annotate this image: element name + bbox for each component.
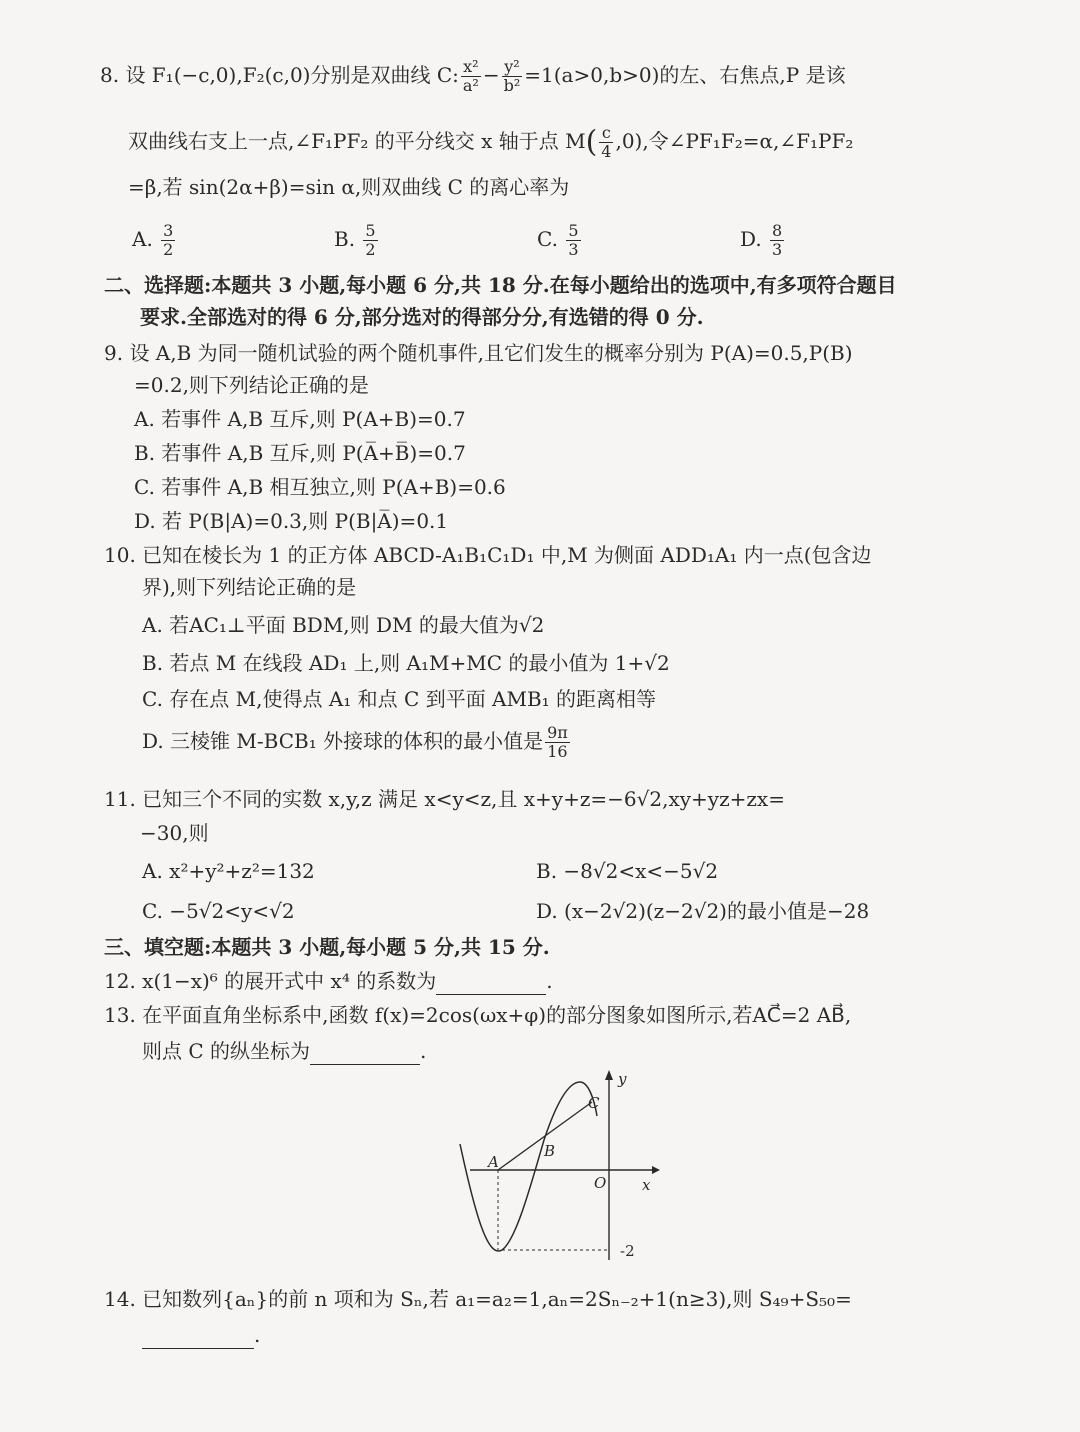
q8-option-a: A. $\frac{3}{2}$ [132, 221, 174, 259]
q11-option-a: A. x²+y²+z²=132 [142, 859, 315, 883]
q9-line1: 9. 设 A,B 为同一随机试验的两个随机事件,且它们发生的概率分别为 P(A)=0.5,P(B) [104, 341, 853, 365]
answer-blank [142, 1322, 254, 1349]
label-a: A [488, 1153, 499, 1171]
q10-option-d: D. 三棱锥 M-BCB₁ 外接球的体积的最小值是 $\frac{9\pi}{16}$ [142, 723, 568, 761]
paren: ( [585, 124, 598, 160]
q8-text: =1(a>0,b>0)的左、右焦点,P 是该 [524, 63, 846, 87]
answer-blank [436, 968, 546, 995]
section3-heading: 三、填空题:本题共 3 小题,每小题 5 分,共 15 分. [104, 935, 550, 959]
label-min: -2 [620, 1242, 635, 1260]
q9-option-a: A. 若事件 A,B 互斥,则 P(A+B)=0.7 [134, 407, 466, 431]
answer-blank [310, 1038, 420, 1065]
label-b: B [544, 1142, 556, 1160]
q13-line1: 13. 在平面直角坐标系中,函数 f(x)=2cos(ωx+φ)的部分图象如图所示,若AC⃗=2 AB⃗, [104, 1003, 852, 1027]
q8-option-c: C. $\frac{5}{3}$ [537, 221, 579, 259]
q14-line: 14. 已知数列{aₙ}的前 n 项和为 Sₙ,若 a₁=a₂=1,aₙ=2Sₙ₋₂+1(n≥3),则 S₄₉+S₅₀= [104, 1287, 852, 1311]
q9-option-b: B. 若事件 A,B 互斥,则 P(A̅+B̅)=0.7 [134, 441, 466, 465]
function-curve [460, 1082, 597, 1251]
q8-line2 [128, 124, 853, 161]
label-y: y [618, 1070, 627, 1088]
q10-option-c: C. 存在点 M,使得点 A₁ 和点 C 到平面 AMB₁ 的距离相等 [142, 687, 657, 711]
label-c: C [588, 1094, 600, 1112]
label-origin: O [594, 1174, 607, 1192]
q10-option-a: A. 若AC₁⊥平面 BDM,则 DM 的最大值为√2 [142, 613, 545, 637]
q11-option-c: C. −5√2<y<√2 [142, 899, 295, 923]
q10-line2: 界),则下列结论正确的是 [142, 575, 357, 599]
q13-line2: 则点 C 的纵坐标为 . [142, 1039, 427, 1063]
q8-text: 8. 设 F₁(−c,0),F₂(c,0)分别是双曲线 C: [100, 63, 459, 87]
y-axis-arrow [605, 1070, 613, 1080]
q9-option-d: D. 若 P(B|A)=0.3,则 P(B|A̅)=0.1 [134, 509, 449, 533]
fraction: $\frac{9\pi}{16}$ [547, 723, 568, 761]
label-x: x [642, 1176, 651, 1194]
q11-option-d: D. (x−2√2)(z−2√2)的最小值是−28 [536, 899, 870, 923]
q14-answer-line: . [142, 1322, 260, 1349]
q8-option-d: D. $\frac{8}{3}$ [740, 221, 783, 259]
q8-text: =β,若 sin(2α+β)=sin α,则双曲线 C 的离心率为 [128, 175, 570, 199]
section2-heading-cont: 要求.全部选对的得 6 分,部分选对的得部分分,有选错的得 0 分. [140, 305, 704, 329]
q8-line1 [100, 58, 846, 95]
q9-line2: =0.2,则下列结论正确的是 [134, 373, 369, 397]
fraction: $\frac{c}{4}$ [601, 123, 612, 161]
q12-line: 12. x(1−x)⁶ 的展开式中 x⁴ 的系数为 . [104, 969, 553, 993]
q8-text: 双曲线右支上一点,∠F₁PF₂ 的平分线交 x 轴于点 M [128, 129, 586, 153]
cosine-graph [452, 1068, 662, 1268]
fraction: $\frac{\text{y²}}{\text{b²}}$ [503, 57, 521, 95]
minus-sign: − [482, 63, 500, 87]
q8-text: ,0),令∠PF₁F₂=α,∠F₁PF₂ [615, 129, 854, 153]
q10-line1: 10. 已知在棱长为 1 的正方体 ABCD-A₁B₁C₁D₁ 中,M 为侧面 ADD₁A₁ 内一点(包含边 [104, 543, 872, 567]
section2-heading: 二、选择题:本题共 3 小题,每小题 6 分,共 18 分.在每小题给出的选项中,有多项符合题目 [104, 273, 897, 297]
x-axis-arrow [652, 1166, 660, 1174]
fraction: $\frac{\text{x²}}{\text{a²}}$ [462, 57, 479, 95]
q11-option-b: B. −8√2<x<−5√2 [536, 859, 719, 883]
q8-line3 [128, 174, 569, 200]
q11-line1: 11. 已知三个不同的实数 x,y,z 满足 x<y<z,且 x+y+z=−6√2,xy+yz+zx= [104, 787, 785, 811]
q9-option-c: C. 若事件 A,B 相互独立,则 P(A+B)=0.6 [134, 475, 506, 499]
q8-option-b: B. $\frac{5}{2}$ [334, 221, 376, 259]
q10-option-b: B. 若点 M 在线段 AD₁ 上,则 A₁M+MC 的最小值为 1+√2 [142, 651, 670, 675]
q11-line2: −30,则 [140, 821, 209, 845]
